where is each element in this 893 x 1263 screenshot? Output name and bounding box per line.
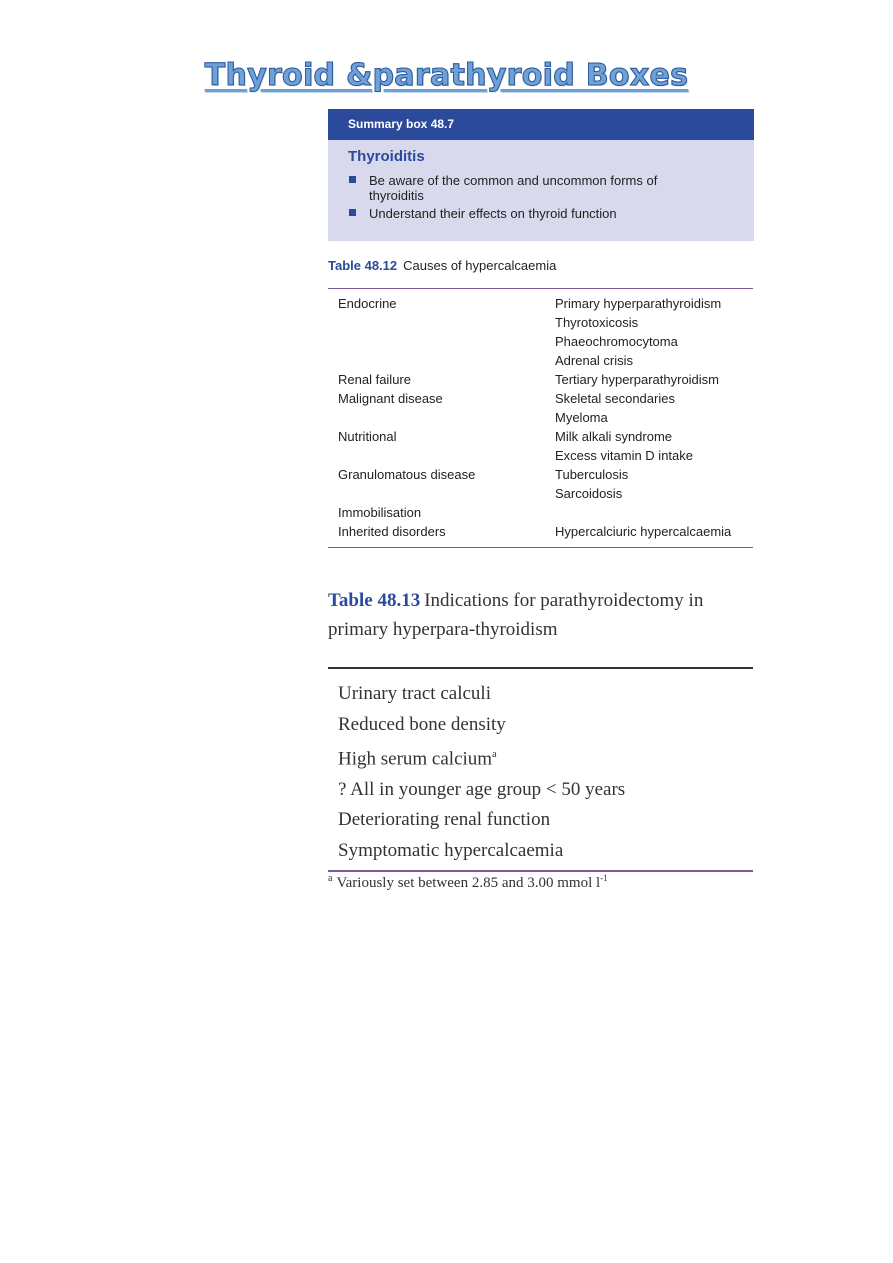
table-cell-cause: Nutritional — [338, 429, 397, 444]
summary-box — [328, 109, 754, 241]
table-cell-cause: Granulomatous disease — [338, 467, 476, 482]
table-cell-example: Tuberculosis — [555, 467, 629, 482]
summary-box-header: Summary box 48.7 — [328, 109, 754, 140]
table-cell-example: Milk alkali syndrome — [555, 429, 673, 444]
table-row — [328, 294, 753, 313]
table-row — [328, 522, 753, 541]
table-48-13 — [328, 667, 753, 872]
table-48-13-caption — [328, 586, 754, 644]
table-row — [328, 313, 753, 332]
table-caption-text: Indications for parathyroidectomy in primary hyperpara-thyroidism — [328, 590, 704, 640]
table-cell-example: Thyrotoxicosis — [555, 315, 639, 330]
table-row — [328, 465, 753, 484]
table-48-12 — [328, 288, 753, 548]
table-number: Table 48.13 — [328, 590, 421, 611]
list-item: Deteriorating renal function — [338, 809, 551, 831]
page-title: Thyroid &parathyroid Boxes — [204, 58, 689, 93]
table-cell-cause: Endocrine — [338, 296, 397, 311]
table-row — [328, 332, 753, 351]
table-cell-cause: Inherited disorders — [338, 524, 446, 539]
footnote-text: Variously set between 2.85 and 3.00 mmol l — [336, 875, 601, 891]
table-cell-cause: Renal failure — [338, 372, 411, 387]
table-48-13-footnote — [328, 873, 608, 892]
table-row — [328, 408, 753, 427]
table-row — [328, 389, 753, 408]
table-48-12-caption — [328, 258, 556, 273]
list-item: Understand their effects on thyroid function — [348, 206, 709, 221]
table-cell-example: Tertiary hyperparathyroidism — [555, 372, 720, 387]
table-cell-example: Adrenal crisis — [555, 353, 634, 368]
table-cell-cause: Malignant disease — [338, 391, 443, 406]
table-row — [328, 446, 753, 465]
footnote-mark: a — [328, 873, 333, 884]
table-row — [328, 503, 753, 522]
table-row — [328, 484, 753, 503]
table-caption-text: Causes of hypercalcaemia — [403, 258, 557, 273]
table-row — [328, 370, 753, 389]
table-number: Table 48.12 — [328, 258, 398, 273]
table-cell-example: Phaeochromocytoma — [555, 334, 678, 349]
table-cell-example: Sarcoidosis — [555, 486, 623, 501]
summary-box-list — [328, 173, 754, 221]
table-cell-example: Excess vitamin D intake — [555, 448, 693, 463]
table-cell-example: Myeloma — [555, 410, 608, 425]
square-bullet-icon — [349, 209, 356, 216]
table-cell-example: Skeletal secondaries — [555, 391, 675, 406]
table-row — [328, 427, 753, 446]
footnote-mark: a — [492, 749, 497, 760]
list-item: High serum calcium$^a$ — [338, 748, 497, 770]
table-cell-example: Primary hyperparathyroidism — [555, 296, 722, 311]
table-48-12-rows — [328, 289, 753, 541]
list-item: Symptomatic hypercalcaemia — [338, 839, 564, 861]
footnote-exponent: -1 — [600, 873, 608, 883]
table-cell-example: Hypercalciuric hypercalcaemia — [555, 524, 732, 539]
table-row — [328, 351, 753, 370]
summary-box-title: Thyroiditis — [348, 148, 425, 165]
square-bullet-icon — [349, 176, 356, 183]
list-item: ? All in younger age group < 50 years — [338, 778, 626, 800]
table-48-13-list — [328, 669, 753, 866]
list-item: Be aware of the common and uncommon forms of thyroiditis — [348, 173, 709, 203]
list-item: Urinary tract calculi — [338, 683, 491, 704]
table-cell-cause: Immobilisation — [338, 505, 422, 520]
list-item: Reduced bone density — [338, 713, 506, 735]
